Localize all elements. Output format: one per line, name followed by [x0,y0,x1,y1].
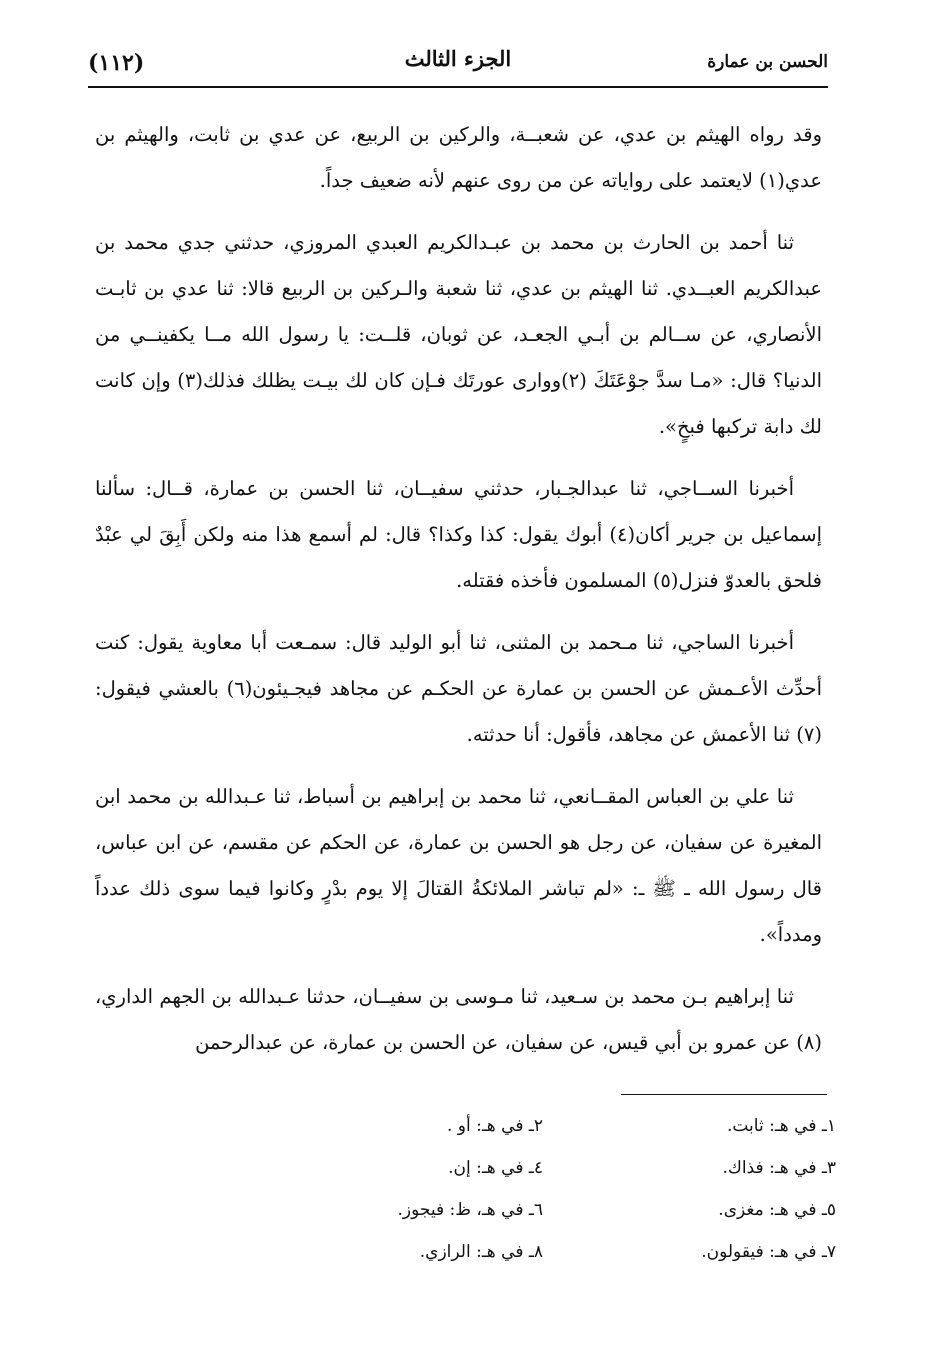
volume-title: الجزء الثالث [404,46,512,71]
footnote: ٢ـ في هـ: أو . [446,1116,543,1136]
footnote: ٨ـ في هـ: الرازي. [419,1242,543,1262]
page-header [88,40,828,88]
paragraph: أخبرنا الساجي، ثنا مـحمد بن المثنى، ثنا أبو الوليد قال: سمـعت أبا معاوية يقول: كنت أحدِّث الأعـمش عن الحسن بن عمارة عن الحكـم عن مجاهد فيجـيئون(٦) بالعشي فيقول:(٧) ثنا الأعمش عن مجاهد، فأقول: أنا حدثته. [95,631,822,746]
main-text [95,112,822,1082]
paragraph: أخبرنا الســاجي، ثنا عبدالجـبار، حدثني سفيــان، ثنا الحسن بن عمارة، قــال: سألنا إسماعيل بن جرير أكان(٤) أبوك يقول: كذا وكذا؟ قال: لم أسمع هذا منه ولكن أَبِقَ لي عبْدٌ فلحق بالعدوّ فنزل(٥) المسلمون فأخذه فقتله. [95,477,823,592]
paragraph: ثنا أحمد بن الحارث بن محمد بن عبـدالكريم العبدي المروزي، حدثني جدي محمد بن عبدالكريم العبــدي. ثنا الهيثم بن عدي، ثنا شعبة والـركين بن الربيع قالا: ثنا عدي بن ثابـت الأنصاري، عن ســالم بن أبـي الجعـد، عن ثوبان، قلــت: يا رسول الله مــا يكفينــي من الدنيا؟ قال: «مـا سدَّ جوْعَتَكَ (٢)ووارى عورتَك فـإن كان لك بيـت يظلك فذلك(٣) وإن كانت لك دابة تركبها فبخٍ». [95,231,822,438]
footnotes [250,1108,836,1270]
footnote: ٧ـ في هـ: فيقولون. [701,1242,836,1262]
footnote: ٥ـ في هـ: مغزى. [718,1200,836,1220]
paragraph: ثنا إبراهيم بـن محمد بن سـعيد، ثنا مـوسى بن سفيــان، حدثنا عـبدالله بن الجهم الداري،(٨) عن عمرو بن أبي قيس، عن سفيان، عن الحسن بن عمارة، عن عبدالرحمن [95,985,822,1054]
footnote: ١ـ في هـ: ثابت. [726,1116,836,1136]
page-number: (١١٢) [88,50,145,76]
footnote: ٣ـ في هـ: فذاك. [722,1158,836,1178]
paragraph: ثنا علي بن العباس المقــانعي، ثنا محمد بن إبراهيم بن أسباط، ثنا عـبدالله بن محمد ابن المغيرة عن سفيان، عن رجل هو الحسن بن عمارة، عن الحكم عن مقسم، عن ابن عباس، قال رسول الله ـ ﷺ ـ: «لم تباشر الملائكةُ القتالَ إلا يوم بدْرٍ وكانوا فيما سوى ذلك عدداً ومدداً». [95,785,822,946]
footnote-separator [621,1094,827,1095]
footnote: ٤ـ في هـ: إن. [448,1158,543,1178]
footnote: ٦ـ في هـ، ظ: فيجوز. [397,1200,543,1220]
paragraph: وقد رواه الهيثم بن عدي، عن شعبــة، والركين بن الربيع، عن عدي بن ثابت، والهيثم بن عدي(١) لايعتمد على رواياته عن من روى عنهم لأنه ضعيف جداً. [95,123,822,192]
chapter-title: الحسن بن عمارة [707,52,828,72]
